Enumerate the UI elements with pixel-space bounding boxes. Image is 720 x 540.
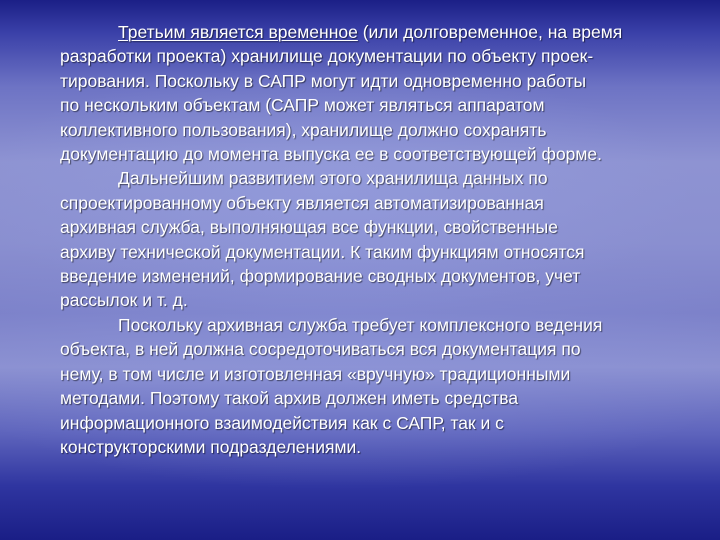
- paragraph-line: тирования. Поскольку в САПР могут идти одновременно работы: [60, 70, 587, 91]
- paragraph-line: по нескольким объектам (САПР может являться аппаратом: [60, 95, 545, 116]
- paragraph-line: введение изменений, формирование сводных документов, учет: [60, 266, 581, 287]
- paragraph-line: объекта, в ней должна сосредоточиваться вся документация по: [60, 339, 581, 360]
- paragraph-line: нему, в том числе и изготовленная «вручную» традиционными: [60, 363, 571, 384]
- paragraph-temporary-storage: [60, 20, 690, 166]
- paragraph-line: Поскольку архивная служба требует комплексного ведения: [118, 314, 603, 335]
- slide-text-body: [60, 20, 690, 459]
- paragraph-line: Дальнейшим развитием этого хранилища данных по: [118, 168, 548, 189]
- paragraph-archive-documentation: [60, 313, 690, 459]
- paragraph-line: коллективного пользования), хранилище должно сохранять: [60, 119, 547, 140]
- paragraph-line: архивная служба, выполняющая все функции, свойственные: [60, 217, 558, 238]
- paragraph-archive-service: [60, 166, 690, 312]
- paragraph-line: информационного взаимодействия как с САПР, так и с: [60, 412, 504, 433]
- paragraph-line: рассылок и т. д.: [60, 290, 188, 311]
- paragraph-line: методами. Поэтому такой архив должен иметь средства: [60, 388, 519, 409]
- paragraph-line: документацию до момента выпуска ее в соответствующей форме.: [60, 144, 603, 165]
- paragraph-line: конструкторскими подразделениями.: [60, 436, 362, 457]
- paragraph-line: архиву технической документации. К таким функциям относятся: [60, 241, 585, 262]
- paragraph-line: разработки проекта) хранилище документации по объекту проек-: [60, 46, 594, 67]
- paragraph-line: [60, 20, 690, 44]
- line-text: (или долговременное, на время: [357, 22, 623, 42]
- underlined-phrase: Третьим является временное: [118, 22, 358, 42]
- paragraph-line: спроектированному объекту является автоматизированная: [60, 192, 544, 213]
